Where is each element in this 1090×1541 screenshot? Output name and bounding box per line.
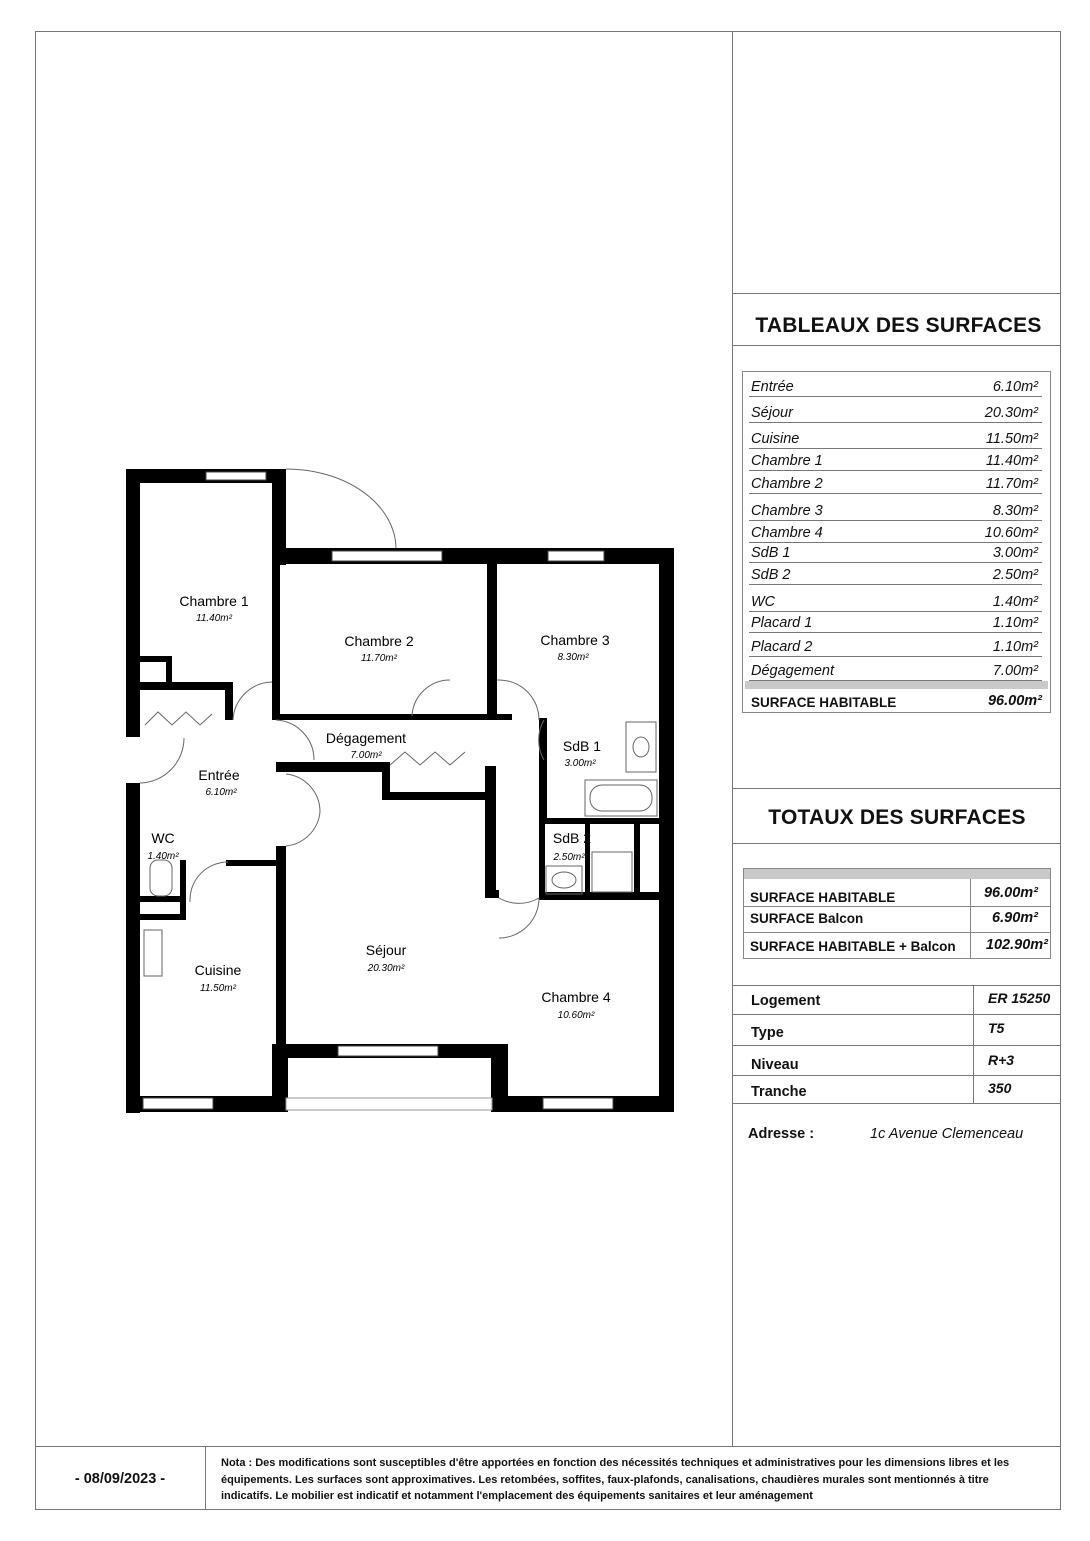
row-value: 11.40m² xyxy=(985,453,1038,469)
table-row xyxy=(749,656,1042,681)
room-area-chambre-2: 11.70m² xyxy=(361,653,397,664)
row-label: Cuisine xyxy=(751,431,800,447)
door-swings xyxy=(140,469,544,938)
address-value: 1c Avenue Clemenceau xyxy=(870,1126,1024,1142)
table-row xyxy=(749,520,1042,543)
footer-date: - 08/09/2023 - xyxy=(74,1470,166,1487)
totals-column-divider xyxy=(970,879,971,959)
table-row xyxy=(749,493,1042,521)
row-label: SdB 1 xyxy=(751,545,791,561)
row-value: 6.10m² xyxy=(992,379,1038,395)
row-value: 10.60m² xyxy=(984,525,1038,541)
totals-header-bar xyxy=(744,869,1050,879)
info-divider xyxy=(732,985,1061,986)
table-row xyxy=(749,448,1042,471)
address-label: Adresse : xyxy=(748,1126,815,1142)
info-value-niveau: R+3 xyxy=(988,1052,1015,1068)
row-value: 3.00m² xyxy=(992,545,1038,561)
room-area-chambre-1: 11.40m² xyxy=(196,613,232,624)
room-label-chambre-4: Chambre 4 xyxy=(541,989,611,1005)
room-area-entree: 6.10m² xyxy=(205,787,237,798)
row-label: Placard 2 xyxy=(751,639,813,655)
room-area-sdb-1: 3.00m² xyxy=(564,758,596,769)
totals-row-label: SURFACE HABITABLE + Balcon xyxy=(750,939,956,954)
row-label: Dégagement xyxy=(751,663,835,679)
room-area-chambre-3: 8.30m² xyxy=(557,652,589,663)
table-total-bar xyxy=(745,681,1048,689)
table-total-value: 96.00m² xyxy=(987,693,1042,709)
info-divider xyxy=(732,1075,1061,1076)
info-divider xyxy=(732,1045,1061,1046)
room-area-sdb-2: 2.50m² xyxy=(553,852,585,863)
room-area-wc: 1.40m² xyxy=(147,851,179,862)
table-row xyxy=(749,542,1042,563)
surfaces-table-title: TABLEAUX DES SURFACES xyxy=(755,314,1042,337)
row-value: 11.70m² xyxy=(985,476,1038,492)
row-value: 2.50m² xyxy=(992,567,1038,583)
room-area-cuisine: 11.50m² xyxy=(200,983,236,994)
info-value-logement: ER 15250 xyxy=(988,990,1051,1006)
room-label-sdb-1: SdB 1 xyxy=(562,738,602,754)
room-label-chambre-1: Chambre 1 xyxy=(179,593,249,609)
info-label-type: Type xyxy=(751,1025,784,1041)
totals-table-title: TOTAUX DES SURFACES xyxy=(768,806,1026,829)
table-row xyxy=(749,372,1042,397)
row-value: 8.30m² xyxy=(992,503,1038,519)
room-area-degagement: 7.00m² xyxy=(350,750,382,761)
row-value: 1.10m² xyxy=(992,615,1038,631)
room-label-sejour: Séjour xyxy=(365,942,407,958)
table-row xyxy=(749,422,1042,449)
row-label: Séjour xyxy=(751,405,793,421)
table-row xyxy=(749,611,1042,633)
info-label-tranche: Tranche xyxy=(751,1084,807,1100)
row-value: 11.50m² xyxy=(985,431,1038,447)
row-label: Chambre 4 xyxy=(751,525,823,541)
table-row xyxy=(749,584,1042,612)
row-value: 1.10m² xyxy=(992,639,1038,655)
table-total-label: SURFACE HABITABLE xyxy=(751,695,897,710)
totals-row-label: SURFACE HABITABLE xyxy=(750,890,896,905)
room-label-cuisine: Cuisine xyxy=(194,962,242,978)
room-label-degagement: Dégagement xyxy=(325,730,407,746)
info-label-logement: Logement xyxy=(751,993,821,1009)
totals-row-value: 102.90m² xyxy=(985,937,1048,953)
surfaces-table xyxy=(742,371,1051,713)
room-label-entree: Entrée xyxy=(198,767,240,783)
row-label: WC xyxy=(751,594,776,610)
totals-row-divider xyxy=(744,932,1050,933)
table-row xyxy=(749,396,1042,423)
info-label-niveau: Niveau xyxy=(751,1057,799,1073)
row-label: Chambre 3 xyxy=(751,503,823,519)
info-divider xyxy=(732,1103,1061,1104)
footer-note: Nota : Des modifications sont susceptibles d'être apportées en fonction des nécessités techniques et administratives pour les dimensions libres et les équipements. Les surfaces sont approximatives. Les retombées, soffites, faux-plafonds, canalisations, chaudières murales sont mentionnés à titre indicatifs. Le mobilier est indicatif et notamment l'emplacement des équipements sanitaires et leur aménagement xyxy=(221,1457,1010,1502)
totals-row-value: 96.00m² xyxy=(983,885,1038,901)
room-label-wc: WC xyxy=(151,830,175,846)
info-value-tranche: 350 xyxy=(988,1080,1012,1096)
row-value: 20.30m² xyxy=(984,405,1038,421)
totals-row-value: 6.90m² xyxy=(992,910,1038,926)
room-label-sdb-2: SdB 2 xyxy=(552,830,592,846)
room-area-sejour: 20.30m² xyxy=(367,963,405,974)
totals-table xyxy=(743,868,1051,959)
room-label-chambre-2: Chambre 2 xyxy=(344,633,414,649)
row-value: 7.00m² xyxy=(992,663,1038,679)
row-label: Chambre 2 xyxy=(751,476,823,492)
row-label: Chambre 1 xyxy=(751,453,823,469)
table-row xyxy=(749,632,1042,657)
room-label-chambre-3: Chambre 3 xyxy=(540,632,610,648)
info-value-type: T5 xyxy=(988,1020,1005,1036)
row-label: Placard 1 xyxy=(751,615,813,631)
table-row xyxy=(749,562,1042,585)
room-area-chambre-4: 10.60m² xyxy=(557,1010,595,1021)
totals-row-label: SURFACE Balcon xyxy=(750,911,864,926)
row-label: Entrée xyxy=(751,379,794,395)
table-row xyxy=(749,470,1042,494)
info-column-divider xyxy=(973,985,974,1103)
info-divider xyxy=(732,1014,1061,1015)
row-value: 1.40m² xyxy=(992,594,1038,610)
row-label: SdB 2 xyxy=(751,567,791,583)
totals-row-divider xyxy=(744,906,1050,907)
